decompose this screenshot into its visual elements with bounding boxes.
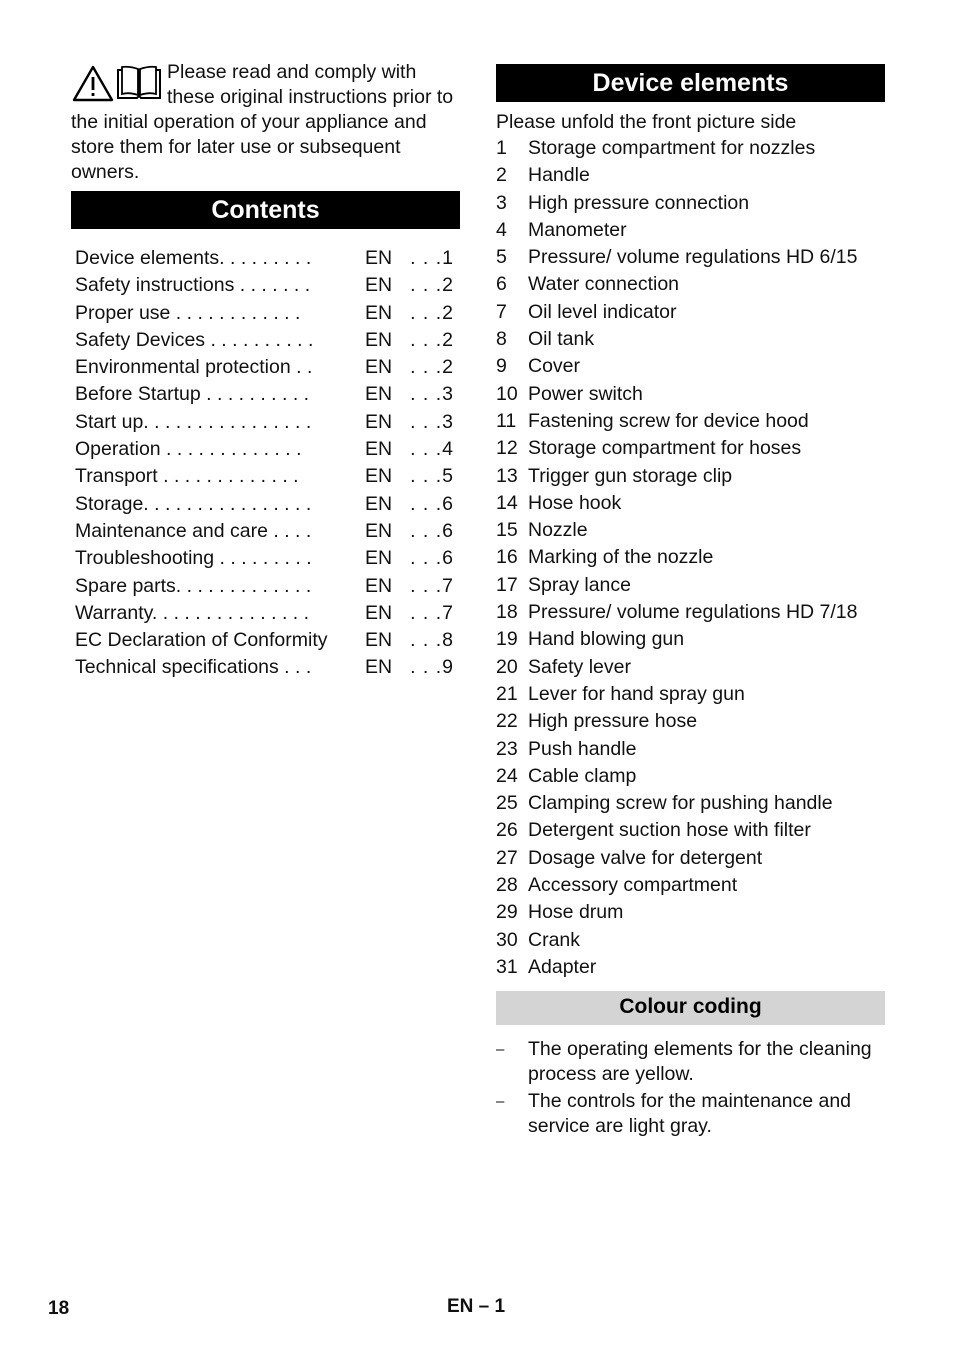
device-element-label: Adapter	[528, 955, 597, 978]
device-element-label: Oil tank	[528, 328, 595, 351]
toc-entry	[71, 573, 460, 600]
table-of-contents	[71, 245, 460, 682]
device-element-item	[496, 872, 885, 899]
device-elements-list	[496, 135, 885, 981]
toc-entry-page: . . .9	[410, 656, 454, 679]
device-element-number: 15	[496, 519, 518, 542]
device-element-item	[496, 790, 885, 817]
colour-coding-text: The operating elements for the cleaning process are yellow.	[528, 1038, 872, 1086]
device-element-label: Spray lance	[528, 573, 631, 596]
toc-entry-language: EN	[365, 274, 393, 297]
device-element-number: 23	[496, 737, 518, 760]
warning-triangle-icon	[74, 67, 112, 100]
device-element-number: 18	[496, 601, 518, 624]
toc-entry-page: . . .7	[410, 601, 454, 624]
device-element-item	[496, 708, 885, 735]
toc-entry-language: EN	[365, 356, 393, 379]
colour-coding-item	[496, 1089, 885, 1139]
device-element-item	[496, 463, 885, 490]
manual-book-icon	[118, 67, 160, 98]
device-element-number: 9	[496, 355, 507, 378]
device-element-item	[496, 408, 885, 435]
device-element-item	[496, 736, 885, 763]
toc-entry-page: . . .8	[410, 629, 454, 652]
section-page-code: EN – 1	[447, 1296, 506, 1317]
toc-entry	[71, 272, 460, 299]
device-element-item	[496, 244, 885, 271]
device-element-label: Accessory compartment	[528, 874, 738, 897]
toc-entry-title: Warranty. . . . . . . . . . . . . . .	[75, 601, 310, 624]
device-element-number: 30	[496, 928, 518, 951]
device-element-label: Handle	[528, 164, 590, 187]
device-element-number: 19	[496, 628, 518, 651]
device-element-item	[496, 517, 885, 544]
device-element-number: 24	[496, 764, 518, 787]
device-element-label: High pressure hose	[528, 710, 698, 733]
device-element-item	[496, 299, 885, 326]
device-element-number: 20	[496, 655, 518, 678]
toc-entry-language: EN	[365, 574, 393, 597]
toc-entry-page: . . .6	[410, 519, 454, 542]
device-element-label: High pressure connection	[528, 191, 750, 214]
toc-entry-title: Safety Devices . . . . . . . . . .	[75, 328, 314, 351]
device-element-number: 22	[496, 710, 518, 733]
intro-icon-group	[71, 64, 163, 108]
toc-entry	[71, 600, 460, 627]
device-element-label: Crank	[528, 928, 581, 951]
right-column	[496, 64, 885, 1141]
device-element-number: 14	[496, 491, 518, 514]
toc-entry-page: . . .2	[410, 274, 454, 297]
device-element-label: Cover	[528, 355, 581, 378]
device-element-number: 5	[496, 246, 507, 269]
toc-entry-title: Troubleshooting . . . . . . . . .	[75, 547, 312, 570]
device-element-label: Hose drum	[528, 901, 624, 924]
device-element-item	[496, 626, 885, 653]
colour-coding-item	[496, 1037, 885, 1087]
device-element-item	[496, 599, 885, 626]
toc-entry-language: EN	[365, 410, 393, 433]
toc-entry-language: EN	[365, 629, 393, 652]
device-element-number: 29	[496, 901, 518, 924]
device-element-item	[496, 190, 885, 217]
device-element-label: Trigger gun storage clip	[528, 464, 733, 487]
toc-entry-page: . . .3	[410, 410, 454, 433]
toc-entry-language: EN	[365, 383, 393, 406]
device-element-label: Pressure/ volume regulations HD 6/15	[528, 246, 858, 269]
device-element-item	[496, 899, 885, 926]
toc-entry	[71, 327, 460, 354]
intro-notice	[71, 60, 460, 185]
toc-entry-page: . . .5	[410, 465, 454, 488]
device-element-item	[496, 271, 885, 298]
device-element-number: 4	[496, 218, 507, 241]
device-element-item	[496, 135, 885, 162]
toc-entry	[71, 463, 460, 490]
toc-entry	[71, 245, 460, 272]
toc-entry-language: EN	[365, 492, 393, 515]
toc-entry-page: . . .2	[410, 356, 454, 379]
toc-entry	[71, 300, 460, 327]
device-element-label: Power switch	[528, 382, 643, 405]
device-element-label: Hand blowing gun	[528, 628, 685, 651]
device-element-item	[496, 490, 885, 517]
bullet-dash: –	[496, 1041, 505, 1059]
toc-entry-title: Spare parts. . . . . . . . . . . . .	[75, 574, 312, 597]
toc-entry-title: Before Startup . . . . . . . . . .	[75, 383, 310, 406]
device-element-label: Lever for hand spray gun	[528, 682, 745, 705]
device-element-label: Push handle	[528, 737, 637, 760]
toc-entry-language: EN	[365, 328, 393, 351]
toc-entry-page: . . .2	[410, 328, 454, 351]
device-element-number: 6	[496, 273, 507, 296]
toc-entry-title: Start up. . . . . . . . . . . . . . . .	[75, 410, 312, 433]
device-elements-lead: Please unfold the front picture side	[496, 111, 797, 133]
toc-entry-page: . . .2	[410, 301, 454, 324]
device-element-number: 13	[496, 464, 518, 487]
device-element-number: 3	[496, 191, 507, 214]
device-element-label: Safety lever	[528, 655, 631, 678]
device-element-item	[496, 217, 885, 244]
device-element-number: 16	[496, 546, 518, 569]
device-element-label: Manometer	[528, 218, 627, 241]
toc-entry-language: EN	[365, 656, 393, 679]
device-element-number: 31	[496, 955, 518, 978]
device-element-number: 7	[496, 300, 507, 323]
colour-coding-text: The controls for the maintenance and service are light gray.	[528, 1090, 852, 1138]
toc-entry-title: Maintenance and care . . . .	[75, 519, 312, 542]
toc-entry	[71, 354, 460, 381]
toc-entry-title: Environmental protection . .	[75, 356, 313, 379]
toc-entry-page: . . .6	[410, 492, 454, 515]
toc-entry	[71, 654, 460, 681]
device-element-label: Fastening screw for device hood	[528, 409, 809, 432]
toc-entry	[71, 545, 460, 572]
toc-entry	[71, 627, 460, 654]
bullet-dash: –	[496, 1093, 505, 1111]
toc-entry-title: Proper use . . . . . . . . . . . .	[75, 301, 301, 324]
toc-entry-title: EC Declaration of Conformity	[75, 629, 328, 652]
device-element-item	[496, 572, 885, 599]
toc-entry-title: Operation . . . . . . . . . . . . .	[75, 438, 302, 461]
device-element-item	[496, 435, 885, 462]
device-element-number: 26	[496, 819, 518, 842]
device-element-item	[496, 381, 885, 408]
device-element-number: 1	[496, 137, 507, 159]
toc-entry-page: . . .4	[410, 438, 454, 461]
toc-entry-language: EN	[365, 247, 393, 269]
device-element-item	[496, 681, 885, 708]
toc-entry	[71, 491, 460, 518]
device-element-label: Pressure/ volume regulations HD 7/18	[528, 601, 858, 624]
toc-entry-title: Transport . . . . . . . . . . . . .	[75, 465, 299, 488]
left-column	[71, 60, 460, 682]
toc-entry-language: EN	[365, 301, 393, 324]
device-element-item	[496, 817, 885, 844]
colour-coding-list	[496, 1037, 885, 1139]
device-element-label: Hose hook	[528, 491, 622, 514]
device-element-label: Water connection	[528, 273, 680, 296]
toc-entry-title: Storage. . . . . . . . . . . . . . . .	[75, 492, 312, 515]
intro-text: Please read and comply with these original instructions prior to the initial operation of your appliance and store them for later use or subsequent owners.	[71, 61, 454, 183]
toc-entry-page: . . .6	[410, 547, 454, 570]
device-element-label: Oil level indicator	[528, 300, 677, 323]
toc-entry-language: EN	[365, 601, 393, 624]
toc-entry-language: EN	[365, 519, 393, 542]
device-element-item	[496, 927, 885, 954]
device-element-number: 21	[496, 682, 518, 705]
device-element-label: Cable clamp	[528, 764, 637, 787]
contents-heading: Contents	[71, 191, 460, 229]
device-element-number: 25	[496, 792, 518, 815]
device-element-number: 27	[496, 846, 518, 869]
device-element-label: Storage compartment for hoses	[528, 437, 802, 460]
device-element-label: Nozzle	[528, 519, 588, 542]
device-element-number: 12	[496, 437, 518, 460]
toc-entry-language: EN	[365, 465, 393, 488]
toc-entry-page: . . .7	[410, 574, 454, 597]
device-element-label: Detergent suction hose with filter	[528, 819, 811, 842]
toc-entry-title: Device elements. . . . . . . . .	[75, 247, 312, 269]
device-element-number: 10	[496, 382, 518, 405]
toc-entry-language: EN	[365, 547, 393, 570]
device-element-number: 8	[496, 328, 507, 351]
device-element-item	[496, 654, 885, 681]
device-element-number: 11	[496, 409, 517, 432]
device-element-number: 28	[496, 874, 518, 897]
toc-entry-title: Technical specifications . . .	[75, 656, 312, 679]
device-element-item	[496, 954, 885, 981]
device-element-number: 2	[496, 164, 507, 187]
device-element-item	[496, 326, 885, 353]
page-number: 18	[48, 1298, 70, 1319]
toc-entry-page: . . .1	[410, 247, 454, 269]
toc-entry	[71, 381, 460, 408]
toc-entry-language: EN	[365, 438, 393, 461]
toc-entry-page: . . .3	[410, 383, 454, 406]
device-element-label: Storage compartment for nozzles	[528, 137, 816, 159]
device-element-label: Clamping screw for pushing handle	[528, 792, 833, 815]
toc-entry-title: Safety instructions . . . . . . .	[75, 274, 311, 297]
device-element-item	[496, 544, 885, 571]
device-element-number: 17	[496, 573, 518, 596]
toc-entry	[71, 436, 460, 463]
colour-coding-heading: Colour coding	[496, 991, 885, 1025]
toc-entry	[71, 518, 460, 545]
device-element-item	[496, 353, 885, 380]
device-element-item	[496, 845, 885, 872]
device-element-item	[496, 162, 885, 189]
device-element-item	[496, 763, 885, 790]
device-elements-heading: Device elements	[496, 64, 885, 102]
device-element-label: Marking of the nozzle	[528, 546, 714, 569]
toc-entry	[71, 409, 460, 436]
device-element-label: Dosage valve for detergent	[528, 846, 763, 869]
